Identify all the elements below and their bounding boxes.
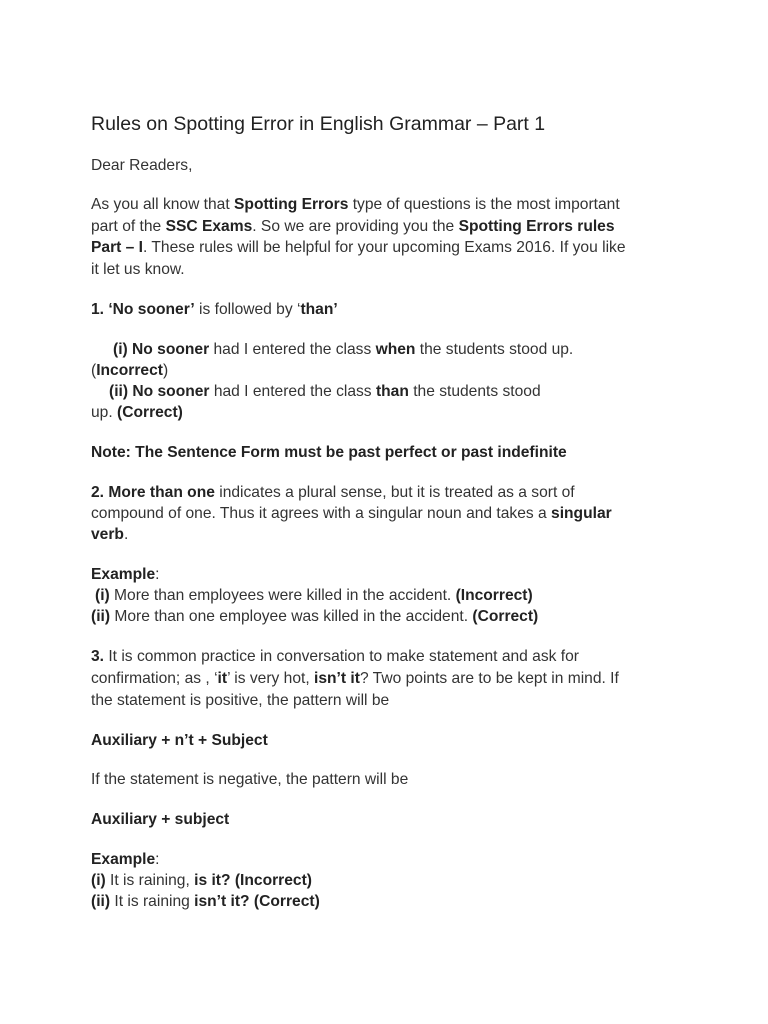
example-label: Example bbox=[91, 566, 156, 583]
intro-bold: Spotting Errors bbox=[234, 196, 349, 213]
rule-3-example-1 bbox=[91, 870, 312, 892]
greeting: Dear Readers, bbox=[91, 157, 193, 174]
example-bold: (Correct) bbox=[117, 404, 183, 421]
intro-text: type of questions is the most important bbox=[348, 196, 620, 213]
rule-3-bold: it bbox=[217, 670, 228, 687]
rule-1-example-2-verdict bbox=[91, 402, 183, 424]
rule-2-text: indicates a plural sense, but it is treated as a sort of bbox=[214, 484, 575, 501]
example-colon: : bbox=[155, 851, 160, 868]
rule-3-bold: 3. bbox=[91, 648, 105, 665]
rule-2-text: compound of one. Thus it agrees with a singular noun and takes a bbox=[91, 505, 552, 522]
example-text: ( bbox=[91, 362, 97, 379]
intro-text: As you all know that bbox=[91, 196, 235, 213]
rule-1-bold: than’ bbox=[300, 301, 338, 318]
pattern-bold: Auxiliary + n’t + Subject bbox=[91, 732, 268, 749]
rule-2-bold: 2. More than one bbox=[91, 484, 215, 501]
rule-3-pattern-1 bbox=[91, 730, 268, 752]
intro-text: . So we are providing you the bbox=[252, 218, 459, 235]
rule-2-bold: singular bbox=[551, 505, 612, 522]
intro-bold: Spotting Errors rules bbox=[458, 218, 615, 235]
intro-line-4: it let us know. bbox=[91, 261, 185, 278]
example-bold: Incorrect bbox=[96, 362, 163, 379]
example-bold: (i) No sooner bbox=[113, 341, 210, 358]
rule-1-heading bbox=[91, 299, 338, 321]
intro-line-1 bbox=[91, 194, 620, 216]
rule-2-example-1 bbox=[95, 585, 533, 607]
rule-3-bold: isn’t it bbox=[314, 670, 360, 687]
intro-bold: SSC Exams bbox=[165, 218, 253, 235]
rule-1-example-1 bbox=[113, 339, 573, 361]
intro-text: . These rules will be helpful for your upcoming Exams 2016. If you like bbox=[143, 239, 626, 256]
example-text: the students stood up. bbox=[415, 341, 574, 358]
rule-2-line-3 bbox=[91, 524, 128, 546]
example-text: ) bbox=[162, 362, 169, 379]
rule-3-line-1 bbox=[91, 646, 579, 668]
rule-3-line-3: the statement is positive, the pattern will be bbox=[91, 692, 390, 709]
example-bold: (ii) bbox=[91, 608, 111, 625]
example-bold: than bbox=[375, 383, 409, 400]
intro-line-3 bbox=[91, 237, 626, 259]
example-text: up. bbox=[91, 404, 118, 421]
example-text: It is raining, bbox=[105, 872, 195, 889]
rule-2-line-1 bbox=[91, 482, 575, 504]
example-bold: when bbox=[375, 341, 416, 358]
example-label: Example bbox=[91, 851, 156, 868]
rule-2-line-2 bbox=[91, 503, 612, 525]
rule-2-example-2 bbox=[91, 606, 538, 628]
intro-line-2 bbox=[91, 216, 615, 238]
example-text: had I entered the class bbox=[209, 341, 376, 358]
page-title: Rules on Spotting Error in English Grammar – Part 1 bbox=[91, 113, 546, 135]
intro-bold: Part – I bbox=[91, 239, 144, 256]
rule-1-text: is followed by ‘ bbox=[194, 301, 301, 318]
rule-3-text: ? Two points are to be kept in mind. If bbox=[359, 670, 619, 687]
rule-1-example-2 bbox=[109, 381, 541, 403]
example-text: It is raining bbox=[110, 893, 195, 910]
example-colon: : bbox=[155, 566, 160, 583]
rule-3-example-label bbox=[91, 849, 160, 871]
rule-2-bold: verb bbox=[91, 526, 124, 543]
rule-3-pattern-2 bbox=[91, 809, 229, 831]
example-bold: (ii) bbox=[91, 893, 111, 910]
example-bold: (Correct) bbox=[472, 608, 539, 625]
rule-3-example-2 bbox=[91, 891, 320, 913]
rule-1-note bbox=[91, 442, 567, 464]
example-bold: (ii) No sooner bbox=[109, 383, 210, 400]
rule-3-line-2 bbox=[91, 668, 619, 690]
rule-1-example-1-verdict bbox=[91, 360, 168, 382]
pattern-bold: Auxiliary + subject bbox=[91, 811, 230, 828]
example-bold: (i) bbox=[95, 587, 110, 604]
example-text: had I entered the class bbox=[209, 383, 376, 400]
rule-3-negative-line: If the statement is negative, the pattern will be bbox=[91, 771, 409, 788]
example-bold: (i) bbox=[91, 872, 106, 889]
rule-3-text: confirmation; as , ‘ bbox=[91, 670, 218, 687]
rule-3-text: It is common practice in conversation to make statement and ask for bbox=[104, 648, 579, 665]
rule-2-example-label bbox=[91, 564, 160, 586]
rule-1-bold: 1. ‘No sooner’ bbox=[91, 301, 195, 318]
example-bold: isn’t it? (Correct) bbox=[194, 893, 320, 910]
example-bold: is it? (Incorrect) bbox=[194, 872, 312, 889]
example-text: More than employees were killed in the accident. bbox=[109, 587, 456, 604]
example-text: the students stood bbox=[408, 383, 541, 400]
example-bold: (Incorrect) bbox=[455, 587, 533, 604]
rule-3-text: ’ is very hot, bbox=[227, 670, 315, 687]
rule-2-text: . bbox=[123, 526, 129, 543]
note-bold: Note: The Sentence Form must be past perfect or past indefinite bbox=[91, 444, 567, 461]
example-text: More than one employee was killed in the accident. bbox=[110, 608, 473, 625]
intro-text: part of the bbox=[91, 218, 166, 235]
